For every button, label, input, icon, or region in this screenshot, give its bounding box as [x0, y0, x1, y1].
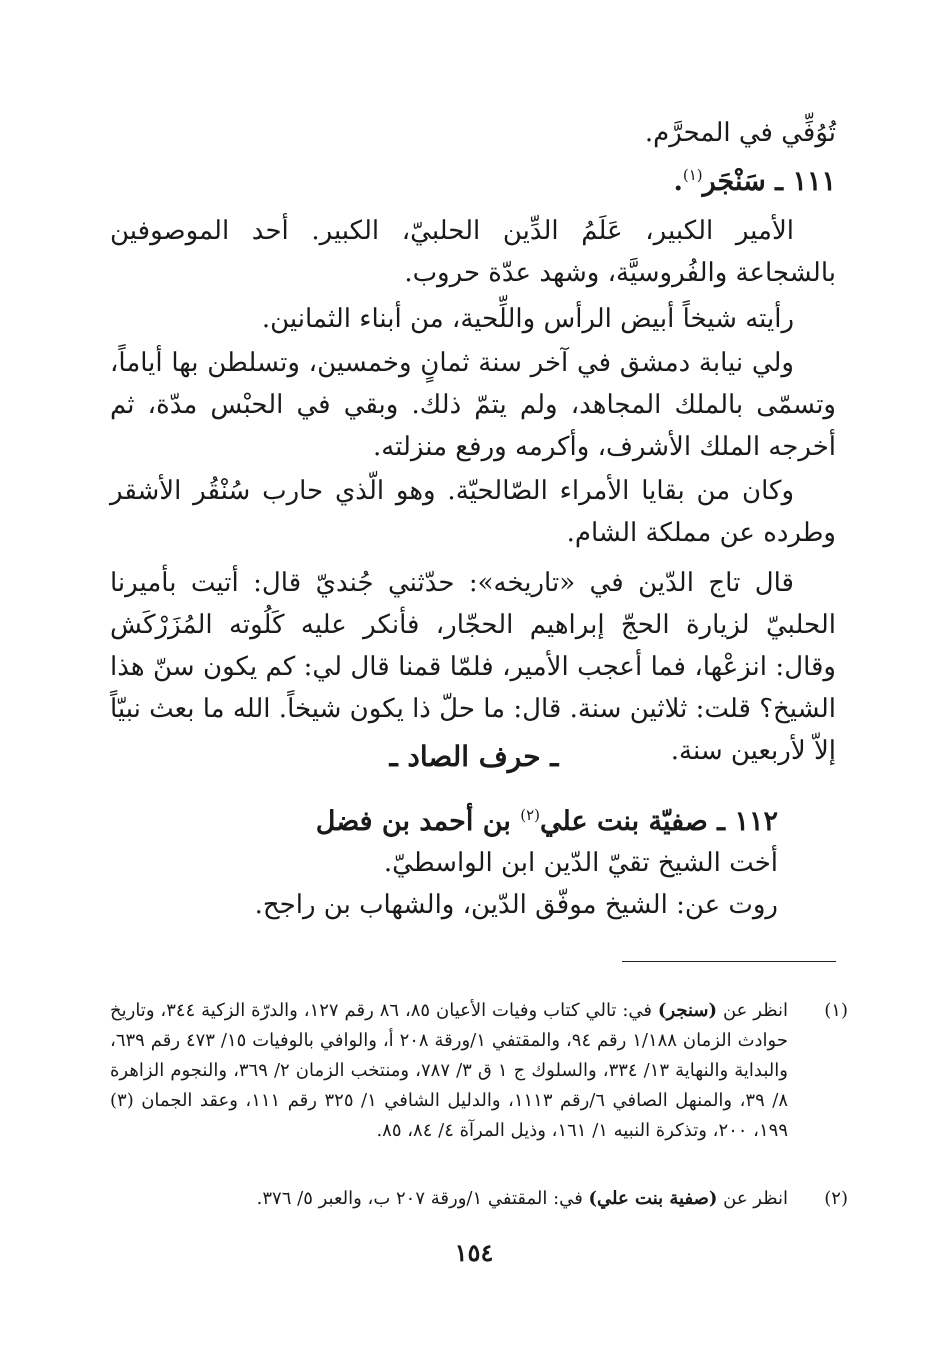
footnote-ref-2: (٢)	[520, 806, 541, 824]
opening-line: تُوُفِّي في المحرَّم.	[644, 118, 836, 148]
entry-111-trail: .	[673, 166, 683, 197]
section-title: ـ حرف الصاد ـ	[389, 740, 559, 773]
paragraph-112-narration: روت عن: الشيخ موفّق الدّين، والشهاب بن راجح.	[254, 890, 778, 920]
footnote-1-text: في: تالي كتاب وفيات الأعيان ٨٥، ٨٦ رقم ١٢٧، والدرّة الزكية ٣٤٤، وتاريخ حوادث الزمان ١/١٨٨ رقم ٩٤، والمقتفي ١/ورقة ٢٠٨ أ، والوافي بالوفيات ١٥/ ٤٧٣ رقم ٦٣٩، والبداية والنهاية ١٣/ ٣٣٤، والسلوك ج ١ ق ٣/ ٧٨٧، ومنتخب الزمان ٢/ ٣٦٩، والنجوم الزاهرة ٨/ ٣٩، والمنهل الصافي ٦/رقم ١١١٣، والدليل الشافي ١/ ٣٢٥ رقم ١١١، وعقد الجمان (٣) ١٩٩، ٢٠٠، وتذكرة النبيه ١/ ١٦١، وذيل المرآة ٤/ ٨٤، ٨٥.	[110, 1000, 788, 1141]
footnote-1-body	[110, 996, 788, 1146]
footnote-2-number: (٢)	[824, 1188, 848, 1209]
entry-112-heading	[110, 806, 778, 837]
paragraph-111-legacy: وكان من بقايا الأمراء الصّالحيّة. وهو الّذي حارب سُنْقُر الأشقر وطرده عن مملكة الشام.	[110, 476, 836, 548]
footnote-1-subject: (سنجر)	[657, 1000, 718, 1021]
entry-112-number: ١١٢ ـ	[717, 806, 778, 837]
footnote-divider	[622, 961, 836, 962]
paragraph-111-anecdote: قال تاج الدّين في «تاريخه»: حدّثني جُنديّ قال: أتيت بأميرنا الحلبيّ لزيارة الحجّ إبراهيم الحجّار، فأنكر عليه كَلُوته المُزَرْكَش وقال: انزعْها، فما أعجب الأمير، فلمّا قمنا قال لي: كم يكون سنّ هذا الشيخ؟ قلت: ثلاثين سنة. قال: ما حلّ ذا يكون شيخاً. الله ما بعث نبيّاً إلاّ لأربعين سنة.	[110, 568, 836, 766]
entry-111-name: سَنْجَر	[702, 166, 766, 197]
paragraph-111-observation: رأيته شيخاً أبيض الرأس واللِّحية، من أبناء الثمانين.	[261, 304, 794, 334]
entry-112-name: صفيّة بنت علي	[540, 806, 708, 837]
entry-111-number: ١١١ ـ	[775, 166, 836, 197]
footnote-1	[110, 996, 848, 1146]
page-number: ١٥٤	[454, 1238, 494, 1267]
footnote-1-lead: انظر عن	[722, 1000, 788, 1021]
entry-111-heading	[110, 166, 836, 197]
paragraph-112-relation: أخت الشيخ تقيّ الدّين ابن الواسطيّ.	[383, 848, 778, 878]
paragraph-111-description: الأمير الكبير، عَلَمُ الدِّين الحلبيّ، الكبير. أحد الموصوفين بالشجاعة والفُروسيَّة، وشهد عدّة حروب.	[110, 216, 836, 288]
footnote-1-number: (١)	[824, 1000, 848, 1021]
entry-112-rest: بن أحمد بن فضل	[315, 806, 511, 837]
footnote-2-lead: انظر عن	[723, 1188, 788, 1209]
paragraph-111-career: ولي نيابة دمشق في آخر سنة ثمانٍ وخمسين، وتسلطن بها أياماً، وتسمّى بالملك المجاهد، ولم يتمّ ذلك. وبقي في الحبْس مدّة، ثم أخرجه الملك الأشرف، وأكرمه ورفع منزلته.	[110, 348, 836, 462]
footnote-ref-1: (١)	[682, 166, 703, 184]
footnote-2-subject: (صفية بنت علي)	[588, 1188, 718, 1209]
footnote-2-body	[110, 1184, 788, 1214]
footnote-2	[110, 1184, 848, 1214]
footnote-2-text: في: المقتفي ١/ورقة ٢٠٧ ب، والعبر ٥/ ٣٧٦.	[256, 1188, 583, 1209]
